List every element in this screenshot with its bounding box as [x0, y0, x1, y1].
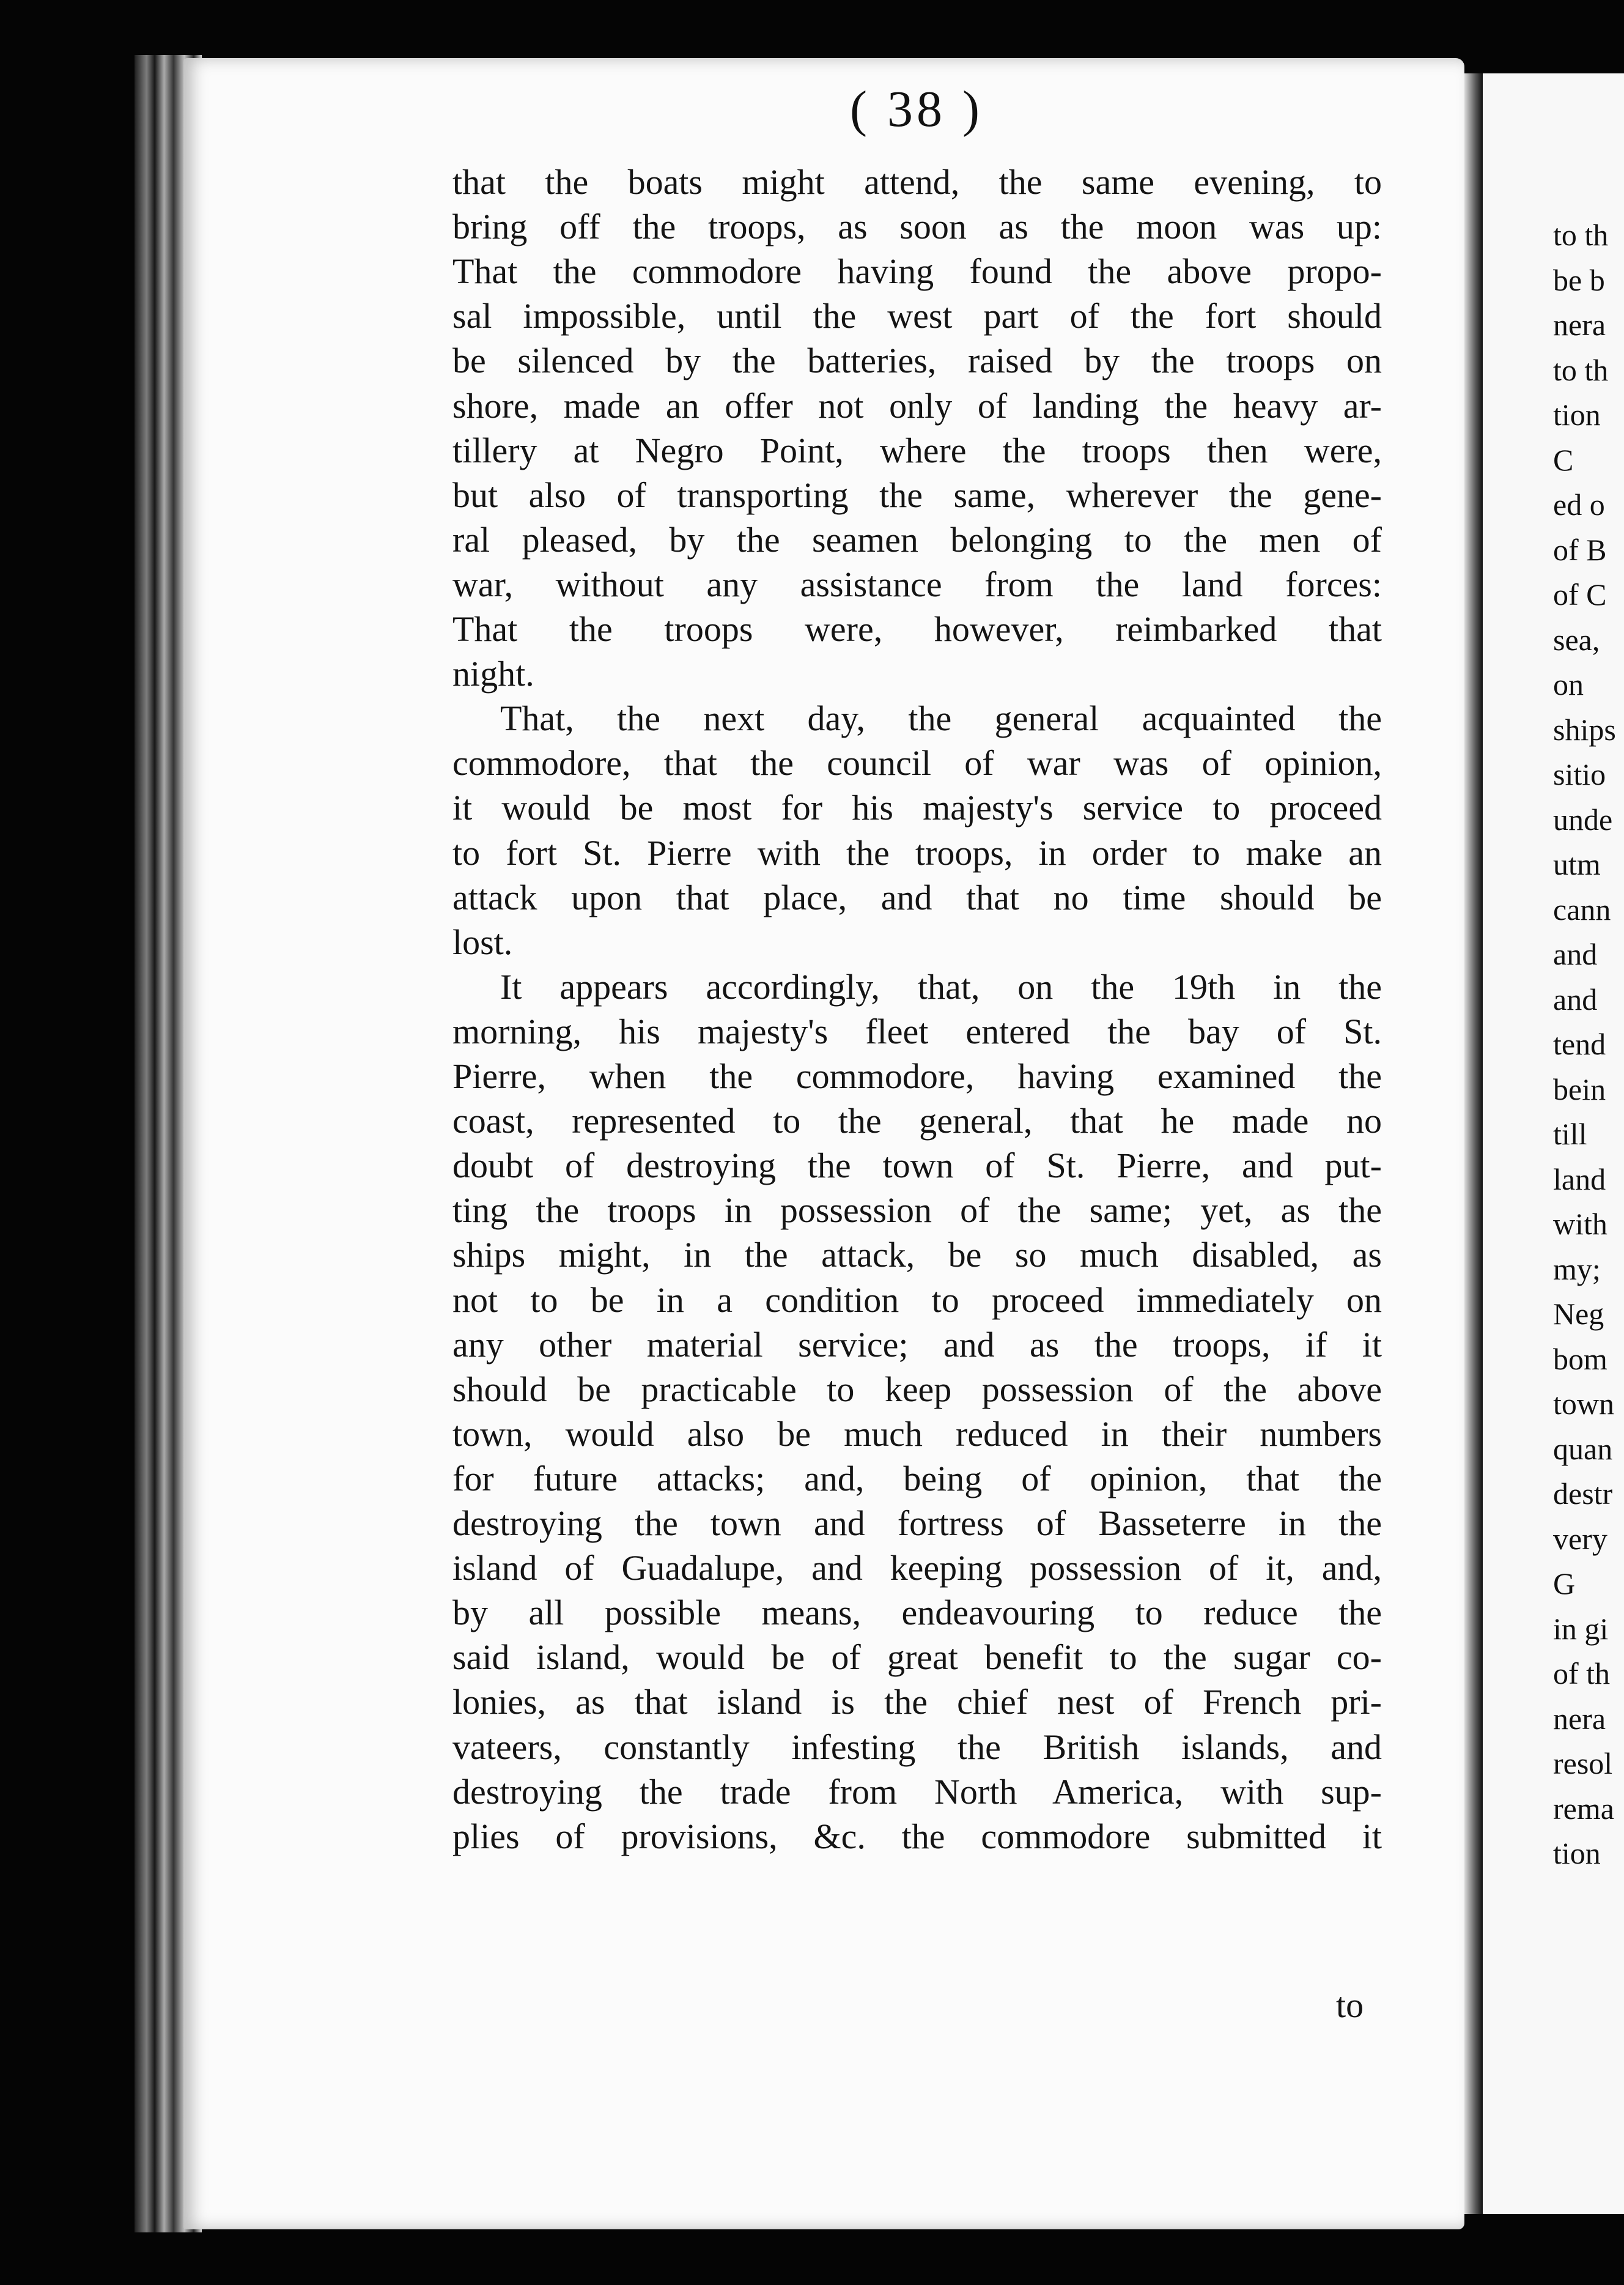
text-line: for future attacks; and, being of opinion, that the [452, 1458, 1382, 1498]
facing-page-line: resol [1553, 1746, 1613, 1780]
facing-page-line: bein [1553, 1072, 1606, 1106]
facing-page-line: sitio [1553, 757, 1606, 791]
text-line: That, the next day, the general acquainted the [500, 698, 1382, 739]
text-line: That the troops were, however, reimbarked that [452, 609, 1382, 649]
text-line: town, would also be much reduced in their numbers [452, 1413, 1382, 1454]
text-line: It appears accordingly, that, on the 19th in the [500, 966, 1382, 1007]
facing-page-line: rema [1553, 1791, 1614, 1826]
text-line: it would be most for his majesty's service to proceed [452, 788, 1382, 828]
facing-page-line: destr [1553, 1476, 1613, 1511]
facing-page-line: till [1553, 1117, 1587, 1151]
text-line: commodore, that the council of war was of opinion, [452, 743, 1382, 783]
text-line: attack upon that place, and that no time should be [452, 877, 1382, 917]
text-line: plies of provisions, &c. the commodore submitted it [452, 1816, 1382, 1856]
facing-page-line: to th [1553, 218, 1609, 252]
text-line: not to be in a condition to proceed immediately on [452, 1280, 1382, 1320]
facing-page-line: with [1553, 1207, 1607, 1241]
text-line: That the commodore having found the above propo- [452, 251, 1382, 292]
text-line: ral pleased, by the seamen belonging to the men of [452, 519, 1382, 560]
facing-page-fragment [1483, 73, 1624, 2214]
text-line: island of Guadalupe, and keeping possession of it, and, [452, 1548, 1382, 1588]
facing-page-line: tion [1553, 1836, 1601, 1870]
facing-page-line: in gi [1553, 1611, 1609, 1646]
facing-page-line: bom [1553, 1341, 1607, 1376]
text-line: any other material service; and as the troops, if it [452, 1324, 1382, 1365]
facing-page-line: very [1553, 1521, 1607, 1556]
text-line: tillery at Negro Point, where the troops then were, [452, 430, 1382, 470]
facing-page-line: Neg [1553, 1297, 1604, 1331]
text-line: night. [452, 654, 534, 694]
facing-page-line: of B [1553, 532, 1607, 567]
facing-page-line: and [1553, 937, 1598, 971]
facing-page-line: my; [1553, 1251, 1601, 1286]
facing-page-line: land [1553, 1161, 1606, 1196]
text-line: destroying the trade from North America, with sup- [452, 1771, 1382, 1812]
text-line: ting the troops in possession of the same; yet, as the [452, 1190, 1382, 1231]
facing-page-line: G [1553, 1566, 1576, 1601]
text-line: should be practicable to keep possession of the above [452, 1369, 1382, 1409]
text-line: lost. [452, 922, 513, 962]
facing-page-line: ed o [1553, 487, 1605, 522]
facing-page-line: to th [1553, 352, 1609, 387]
facing-page-line: sea, [1553, 622, 1600, 657]
facing-page-line: town [1553, 1387, 1614, 1421]
facing-page-line: on [1553, 667, 1584, 702]
text-line: sal impossible, until the west part of the fort should [452, 296, 1382, 336]
facing-page-line: of C [1553, 577, 1607, 612]
text-line: war, without any assistance from the land forces: [452, 564, 1382, 604]
text-line: morning, his majesty's fleet entered the bay of St. [452, 1011, 1382, 1051]
text-line: lonies, as that island is the chief nest of French pri- [452, 1682, 1382, 1722]
facing-page-line: nera [1553, 1701, 1606, 1736]
page-number-header: ( 38 ) [850, 81, 983, 138]
facing-page-line: ships [1553, 712, 1616, 747]
text-line: coast, represented to the general, that he made no [452, 1101, 1382, 1141]
text-line: Pierre, when the commodore, having examined the [452, 1056, 1382, 1096]
facing-page-line: tion [1553, 398, 1601, 432]
text-line: shore, made an offer not only of landing the heavy ar- [452, 385, 1382, 426]
facing-page-line: nera [1553, 308, 1606, 342]
book-gutter [1464, 73, 1483, 2214]
text-line: doubt of destroying the town of St. Pierre, and put- [452, 1146, 1382, 1186]
text-line: destroying the town and fortress of Basseterre in the [452, 1503, 1382, 1543]
text-line: bring off the troops, as soon as the moon was up: [452, 207, 1382, 247]
catchword: to [1336, 1985, 1364, 2025]
facing-page-line: be b [1553, 262, 1605, 297]
text-line: by all possible means, endeavouring to reduce the [452, 1593, 1382, 1633]
facing-page-line: cann [1553, 892, 1611, 927]
text-line: that the boats might attend, the same evening, to [452, 162, 1382, 202]
facing-page-line: tend [1553, 1027, 1606, 1061]
facing-page-line: unde [1553, 802, 1613, 837]
facing-page-line: of th [1553, 1656, 1611, 1691]
text-line: be silenced by the batteries, raised by the troops on [452, 341, 1382, 381]
facing-page-line: quan [1553, 1431, 1613, 1466]
text-line: ships might, in the attack, be so much disabled, as [452, 1235, 1382, 1275]
facing-page-line: utm [1553, 847, 1601, 881]
text-line: said island, would be of great benefit to the sugar co- [452, 1637, 1382, 1678]
text-line: to fort St. Pierre with the troops, in order to make an [452, 832, 1382, 873]
text-line: but also of transporting the same, wherever the gene- [452, 475, 1382, 515]
facing-page-line: and [1553, 982, 1598, 1017]
facing-page-line: C [1553, 442, 1574, 477]
text-line: vateers, constantly infesting the British islands, and [452, 1727, 1382, 1767]
